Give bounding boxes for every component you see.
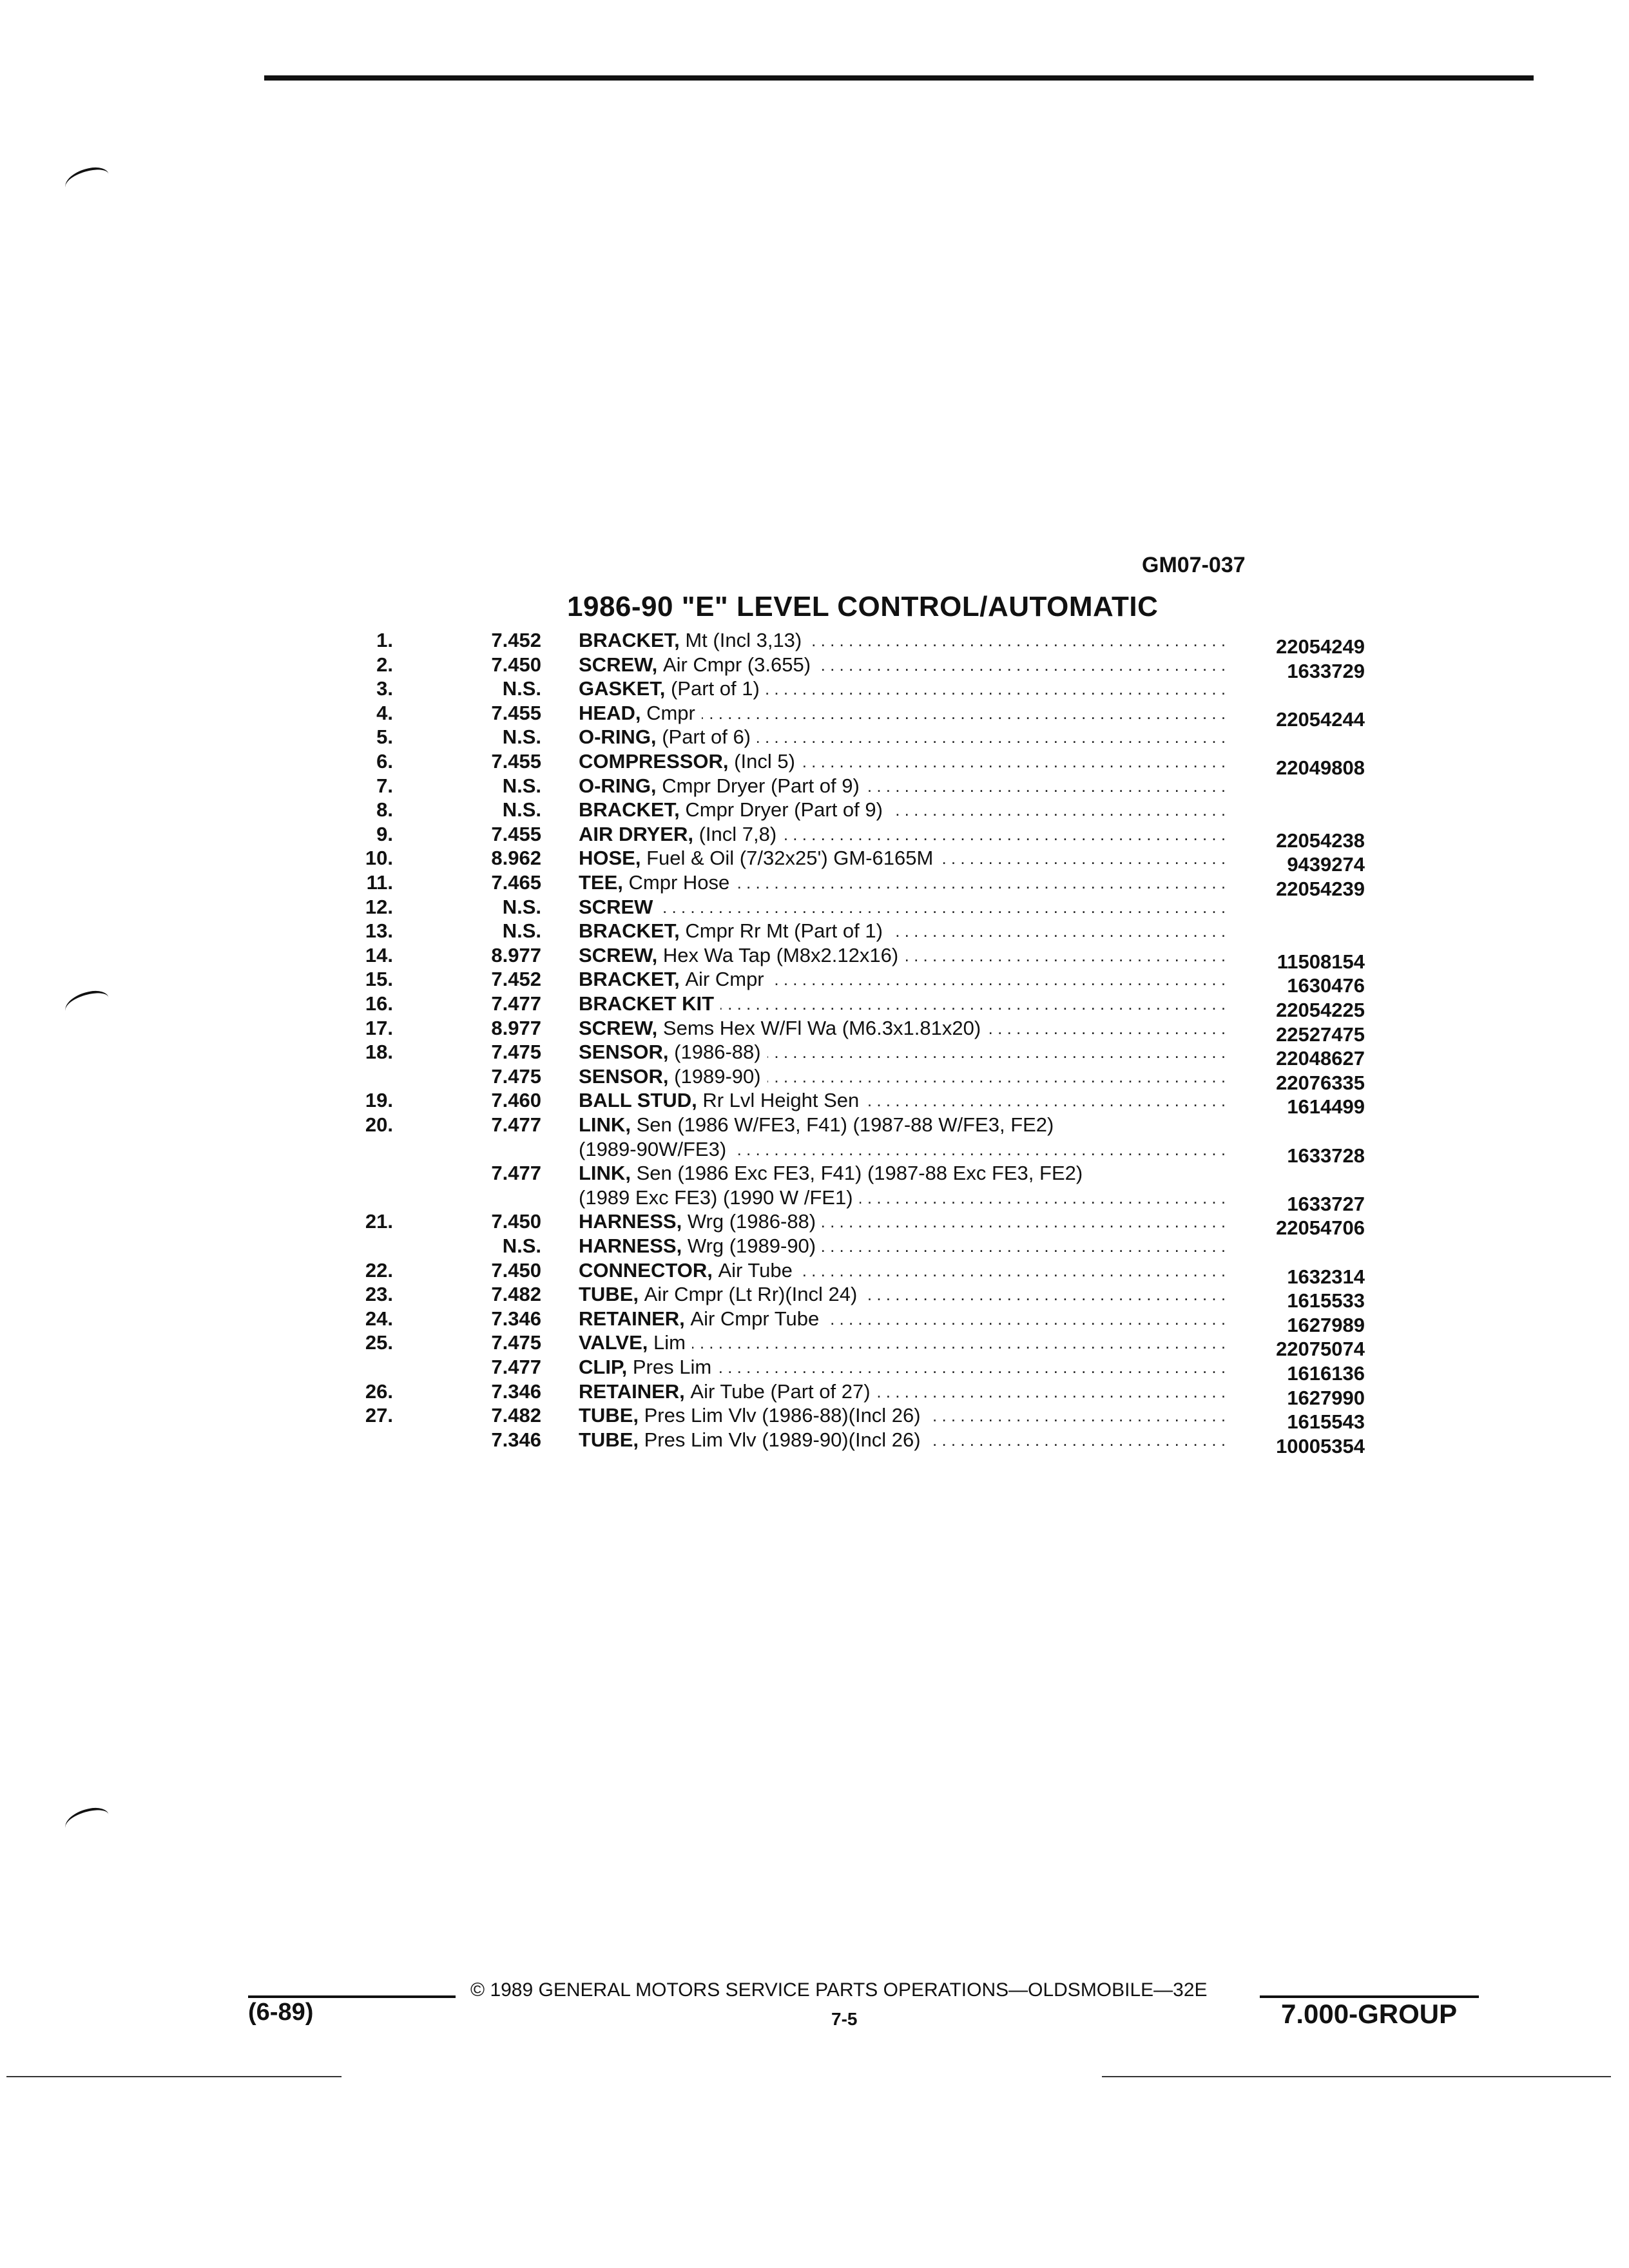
part-name: BRACKET KIT xyxy=(579,992,715,1015)
part-detail: (1989-90) xyxy=(674,1064,761,1088)
description xyxy=(579,1428,927,1451)
group-number: 7.346 xyxy=(491,1428,541,1451)
item-number: 19. xyxy=(365,1089,393,1112)
item-number: 25. xyxy=(365,1331,393,1354)
parts-row xyxy=(0,1403,1629,1434)
part-name: O-RING, xyxy=(579,774,657,797)
description-cell xyxy=(579,1379,1224,1404)
description-cell xyxy=(579,967,1224,992)
part-name: GASKET, xyxy=(579,677,666,700)
group-number: 7.475 xyxy=(491,1064,541,1088)
parts-row xyxy=(0,1064,1629,1094)
parts-row xyxy=(0,1307,1629,1336)
part-detail: Air Cmpr xyxy=(685,968,764,991)
part-detail: Rr Lvl Height Sen xyxy=(702,1089,860,1112)
item-number: 23. xyxy=(365,1283,393,1306)
part-detail: Air Tube (Part of 27) xyxy=(690,1379,871,1403)
group-number: 7.477 xyxy=(491,992,541,1015)
parts-row xyxy=(0,1088,1629,1119)
item-number: 13. xyxy=(365,919,393,943)
part-name: O-RING, xyxy=(579,726,657,749)
parts-row xyxy=(0,1186,1629,1215)
part-name: RETAINER, xyxy=(579,1379,685,1403)
description-cell xyxy=(579,1428,1224,1452)
part-name: SCREW, xyxy=(579,943,658,966)
description-cell xyxy=(579,943,1224,968)
footer-rule-left xyxy=(248,1995,456,1998)
part-detail: Pres Lim Vlv (1989-90)(Incl 26) xyxy=(644,1428,921,1451)
parts-row xyxy=(0,653,1629,682)
description xyxy=(579,968,771,990)
description xyxy=(579,1235,822,1257)
parts-row xyxy=(0,1428,1629,1457)
group-number: 7.452 xyxy=(491,968,541,991)
part-number: 9439274 xyxy=(1287,853,1365,876)
group-number: 7.482 xyxy=(491,1404,541,1427)
item-number: 6. xyxy=(376,750,393,773)
description xyxy=(579,677,766,700)
description xyxy=(579,1356,718,1378)
parts-row xyxy=(0,919,1629,943)
description xyxy=(579,1113,1060,1136)
part-name: COMPRESSOR, xyxy=(579,750,729,773)
parts-row xyxy=(0,967,1629,997)
part-number: 1614499 xyxy=(1287,1095,1365,1119)
part-number: 1632314 xyxy=(1287,1265,1365,1288)
part-name: LINK, xyxy=(579,1162,631,1185)
description-cell xyxy=(579,653,1224,677)
part-number: 1615543 xyxy=(1287,1410,1365,1434)
footer-date-code: (6-89) xyxy=(248,1999,314,2026)
group-number: N.S. xyxy=(502,726,541,749)
parts-row xyxy=(0,1234,1629,1258)
item-number: 17. xyxy=(365,1016,393,1039)
part-name: TUBE, xyxy=(579,1404,639,1427)
part-name: CONNECTOR, xyxy=(579,1258,713,1282)
part-detail: Sen (1986 Exc FE3, F41) (1987-88 Exc FE3, FE2) xyxy=(636,1162,1083,1185)
part-name: SCREW, xyxy=(579,653,658,676)
group-number: N.S. xyxy=(502,895,541,918)
part-number: 1616136 xyxy=(1287,1362,1365,1385)
group-number: 7.452 xyxy=(491,629,541,651)
parts-row xyxy=(0,701,1629,731)
parts-row xyxy=(0,1161,1629,1186)
item-number: 9. xyxy=(376,822,393,845)
part-detail: Cmpr Hose xyxy=(628,871,730,894)
description xyxy=(579,1307,825,1330)
footer-group: 7.000-GROUP xyxy=(1281,1999,1458,2029)
description-cell xyxy=(579,822,1224,847)
part-detail: Pres Lim Vlv (1986-88)(Incl 26) xyxy=(644,1404,921,1427)
group-number: 7.465 xyxy=(491,871,541,894)
group-number: 7.450 xyxy=(491,653,541,676)
description-cell xyxy=(579,919,1224,943)
group-number: 7.475 xyxy=(491,1331,541,1354)
description-cell xyxy=(579,1186,1224,1210)
description-cell xyxy=(579,749,1224,774)
parts-row xyxy=(0,1040,1629,1070)
description-cell xyxy=(579,1258,1224,1283)
group-number: 7.477 xyxy=(491,1356,541,1378)
parts-row xyxy=(0,749,1629,779)
group-number: 8.962 xyxy=(491,847,541,870)
parts-row xyxy=(0,1016,1629,1046)
part-number: 22054706 xyxy=(1276,1216,1365,1240)
parts-row xyxy=(0,870,1629,900)
part-name: BRACKET, xyxy=(579,968,680,991)
parts-row xyxy=(0,1282,1629,1312)
part-number: 1633728 xyxy=(1287,1144,1365,1167)
part-name: BRACKET, xyxy=(579,629,680,651)
description xyxy=(579,653,817,676)
description xyxy=(579,798,889,821)
part-detail: Cmpr xyxy=(646,701,695,724)
part-name: TEE, xyxy=(579,871,623,894)
part-detail: Air Tube xyxy=(718,1258,793,1282)
part-number: 22054238 xyxy=(1276,829,1365,852)
description-cell xyxy=(579,628,1224,653)
description-cell xyxy=(579,1331,1224,1355)
item-number: 24. xyxy=(365,1307,393,1330)
part-detail: (Part of 1) xyxy=(670,677,760,700)
part-detail: Cmpr Dryer (Part of 9) xyxy=(662,774,860,797)
part-name: CLIP, xyxy=(579,1356,628,1378)
item-number: 10. xyxy=(365,847,393,870)
part-name: SCREW xyxy=(579,895,653,918)
group-number: 7.346 xyxy=(491,1307,541,1330)
description-cell xyxy=(579,1088,1224,1113)
part-detail: (Incl 5) xyxy=(734,750,795,773)
description-cell xyxy=(579,701,1224,726)
item-number: 18. xyxy=(365,1041,393,1064)
part-name: RETAINER, xyxy=(579,1307,685,1330)
item-number: 20. xyxy=(365,1113,393,1136)
group-number: N.S. xyxy=(502,677,541,700)
description-cell xyxy=(579,1137,1224,1162)
item-number: 5. xyxy=(376,726,393,749)
footer-page-number: 7-5 xyxy=(831,2009,858,2029)
binder-hole-mark xyxy=(63,1805,111,1838)
description-cell xyxy=(579,677,1224,701)
description xyxy=(579,992,720,1015)
group-number: 7.482 xyxy=(491,1283,541,1306)
item-number: 22. xyxy=(365,1258,393,1282)
part-detail: Cmpr Rr Mt (Part of 1) xyxy=(685,919,883,943)
item-number: 21. xyxy=(365,1210,393,1233)
group-number: 7.455 xyxy=(491,822,541,845)
part-detail: Cmpr Dryer (Part of 9) xyxy=(685,798,883,822)
illustration-code: GM07-037 xyxy=(1142,553,1246,577)
part-detail: Fuel & Oil (7/32x25') GM-6165M xyxy=(646,847,934,870)
part-name: VALVE, xyxy=(579,1331,648,1354)
description-cell xyxy=(579,1064,1224,1089)
description-cell xyxy=(579,1403,1224,1428)
parts-row xyxy=(0,725,1629,749)
part-number: 22054244 xyxy=(1276,707,1365,731)
group-number: 8.977 xyxy=(491,943,541,966)
part-name: BRACKET, xyxy=(579,798,680,822)
description xyxy=(579,1380,877,1403)
description xyxy=(579,823,783,845)
part-number: 10005354 xyxy=(1276,1434,1365,1457)
part-number: 11508154 xyxy=(1277,950,1365,973)
bottom-rule-left xyxy=(6,2076,342,2077)
binder-hole-mark xyxy=(63,164,111,198)
part-number: 22075074 xyxy=(1276,1338,1365,1361)
description-cell xyxy=(579,798,1224,822)
item-number: 16. xyxy=(365,992,393,1015)
part-number: 22527475 xyxy=(1276,1023,1365,1046)
part-detail: Lim xyxy=(653,1331,686,1354)
part-name: BALL STUD, xyxy=(579,1089,697,1112)
part-number: 22054239 xyxy=(1276,878,1365,900)
parts-row xyxy=(0,846,1629,876)
description-cell xyxy=(579,725,1224,749)
description xyxy=(579,1041,767,1063)
description xyxy=(579,896,659,918)
group-number: 7.455 xyxy=(491,750,541,773)
description-cell xyxy=(579,846,1224,870)
description xyxy=(579,944,905,966)
footer-copyright: © 1989 GENERAL MOTORS SERVICE PARTS OPERATIONS—OLDSMOBILE—32E xyxy=(470,1979,1208,2001)
part-number: 1615533 xyxy=(1287,1289,1365,1312)
description-cell xyxy=(579,1234,1224,1258)
parts-row xyxy=(0,798,1629,822)
description xyxy=(579,1186,860,1209)
description xyxy=(579,1331,692,1354)
parts-row xyxy=(0,774,1629,798)
part-name: TUBE, xyxy=(579,1283,639,1306)
group-number: 7.450 xyxy=(491,1210,541,1233)
description-cell xyxy=(579,774,1224,798)
part-detail: Wrg (1989-90) xyxy=(687,1235,816,1257)
parts-row xyxy=(0,1331,1629,1361)
group-number: 7.475 xyxy=(491,1041,541,1064)
description-cell xyxy=(579,992,1224,1016)
description xyxy=(579,1210,822,1233)
group-number: 7.450 xyxy=(491,1258,541,1282)
part-number: 22076335 xyxy=(1276,1071,1365,1094)
part-number: 1633729 xyxy=(1287,659,1365,682)
part-detail: (1986-88) xyxy=(674,1041,761,1064)
description xyxy=(579,1017,987,1039)
part-number: 22049808 xyxy=(1276,756,1365,779)
part-detail: Hex Wa Tap (M8x2.12x16) xyxy=(662,943,899,966)
group-number: 8.977 xyxy=(491,1016,541,1039)
description xyxy=(579,750,802,773)
description-cell xyxy=(579,895,1224,919)
item-number: 8. xyxy=(376,798,393,822)
description-cell xyxy=(579,870,1224,895)
part-name: HEAD, xyxy=(579,701,641,724)
part-detail: Air Cmpr Tube xyxy=(690,1307,820,1330)
item-number: 26. xyxy=(365,1379,393,1403)
description-cell xyxy=(579,1040,1224,1064)
parts-row xyxy=(0,822,1629,852)
parts-row xyxy=(0,677,1629,701)
part-name: AIR DRYER, xyxy=(579,822,693,845)
group-number: N.S. xyxy=(502,774,541,797)
item-number: 12. xyxy=(365,895,393,918)
group-number: N.S. xyxy=(502,1235,541,1257)
group-number: 7.346 xyxy=(491,1379,541,1403)
part-name: HARNESS, xyxy=(579,1210,682,1233)
part-name: HARNESS, xyxy=(579,1235,682,1257)
parts-row xyxy=(0,943,1629,973)
description xyxy=(579,871,736,894)
parts-row xyxy=(0,1355,1629,1385)
parts-row xyxy=(0,992,1629,1021)
part-number: 22054225 xyxy=(1276,999,1365,1021)
parts-row xyxy=(0,628,1629,658)
part-name: HOSE, xyxy=(579,847,641,870)
description xyxy=(579,1089,865,1111)
description-cell xyxy=(579,1113,1224,1137)
part-number: 22054249 xyxy=(1276,635,1365,658)
group-number: N.S. xyxy=(502,919,541,943)
description xyxy=(579,702,702,724)
item-number: 7. xyxy=(376,774,393,797)
item-number: 27. xyxy=(365,1404,393,1427)
description-cell xyxy=(579,1209,1224,1234)
part-detail: (Incl 7,8) xyxy=(699,822,777,845)
group-number: 7.477 xyxy=(491,1113,541,1136)
description xyxy=(579,1138,733,1160)
description-cell xyxy=(579,1355,1224,1379)
part-name: BRACKET, xyxy=(579,919,680,943)
part-detail: Pres Lim xyxy=(632,1356,712,1378)
part-name: SCREW, xyxy=(579,1016,658,1039)
description xyxy=(579,919,889,942)
group-number: 7.460 xyxy=(491,1089,541,1112)
description xyxy=(579,847,940,869)
parts-row xyxy=(0,1379,1629,1409)
part-name: SENSOR, xyxy=(579,1041,669,1064)
parts-row xyxy=(0,1137,1629,1167)
item-number: 15. xyxy=(365,968,393,991)
description-cell xyxy=(579,1161,1224,1186)
description xyxy=(579,629,808,651)
part-number: 1630476 xyxy=(1287,974,1365,997)
parts-row xyxy=(0,1258,1629,1288)
part-name: TUBE, xyxy=(579,1428,639,1451)
description-cell xyxy=(579,1307,1224,1331)
parts-row xyxy=(0,1209,1629,1240)
part-detail: Mt (Incl 3,13) xyxy=(685,629,802,651)
top-rule xyxy=(264,75,1534,81)
item-number: 1. xyxy=(376,629,393,651)
part-detail: (Part of 6) xyxy=(662,726,751,749)
description-cell xyxy=(579,1282,1224,1307)
part-number: 1627989 xyxy=(1287,1313,1365,1336)
group-number: N.S. xyxy=(502,798,541,822)
part-number: 1633727 xyxy=(1287,1192,1365,1215)
item-number: 4. xyxy=(376,701,393,724)
part-detail: Sems Hex W/Fl Wa (M6.3x1.81x20) xyxy=(662,1016,981,1039)
part-detail: Air Cmpr (3.655) xyxy=(662,653,811,676)
bottom-rule-right xyxy=(1102,2076,1611,2077)
description xyxy=(579,1065,767,1088)
group-number: 7.477 xyxy=(491,1162,541,1185)
item-number: 3. xyxy=(376,677,393,700)
page-title: 1986-90 "E" LEVEL CONTROL/AUTOMATIC xyxy=(567,591,1159,622)
group-number: 7.455 xyxy=(491,701,541,724)
description xyxy=(579,1283,863,1305)
part-detail: Wrg (1986-88) xyxy=(687,1210,816,1233)
part-detail: (1989-90W/FE3) xyxy=(579,1137,727,1160)
part-name: SENSOR, xyxy=(579,1064,669,1088)
description-cell xyxy=(579,1016,1224,1041)
description xyxy=(579,774,866,797)
footer-rule-right xyxy=(1260,1995,1479,1998)
item-number: 14. xyxy=(365,943,393,966)
item-number: 11. xyxy=(366,871,393,894)
part-number: 22048627 xyxy=(1276,1047,1365,1070)
part-number: 1627990 xyxy=(1287,1386,1365,1409)
parts-row xyxy=(0,895,1629,919)
description xyxy=(579,726,757,748)
parts-row xyxy=(0,1113,1629,1137)
part-name: LINK, xyxy=(579,1113,631,1136)
part-detail: Sen (1986 W/FE3, F41) (1987-88 W/FE3, FE2) xyxy=(636,1113,1054,1136)
part-detail: (1989 Exc FE3) (1990 W /FE1) xyxy=(579,1186,853,1209)
description xyxy=(579,1162,1089,1184)
item-number: 2. xyxy=(376,653,393,676)
description xyxy=(579,1404,927,1427)
part-detail: Air Cmpr (Lt Rr)(Incl 24) xyxy=(644,1283,858,1306)
description xyxy=(579,1259,799,1282)
